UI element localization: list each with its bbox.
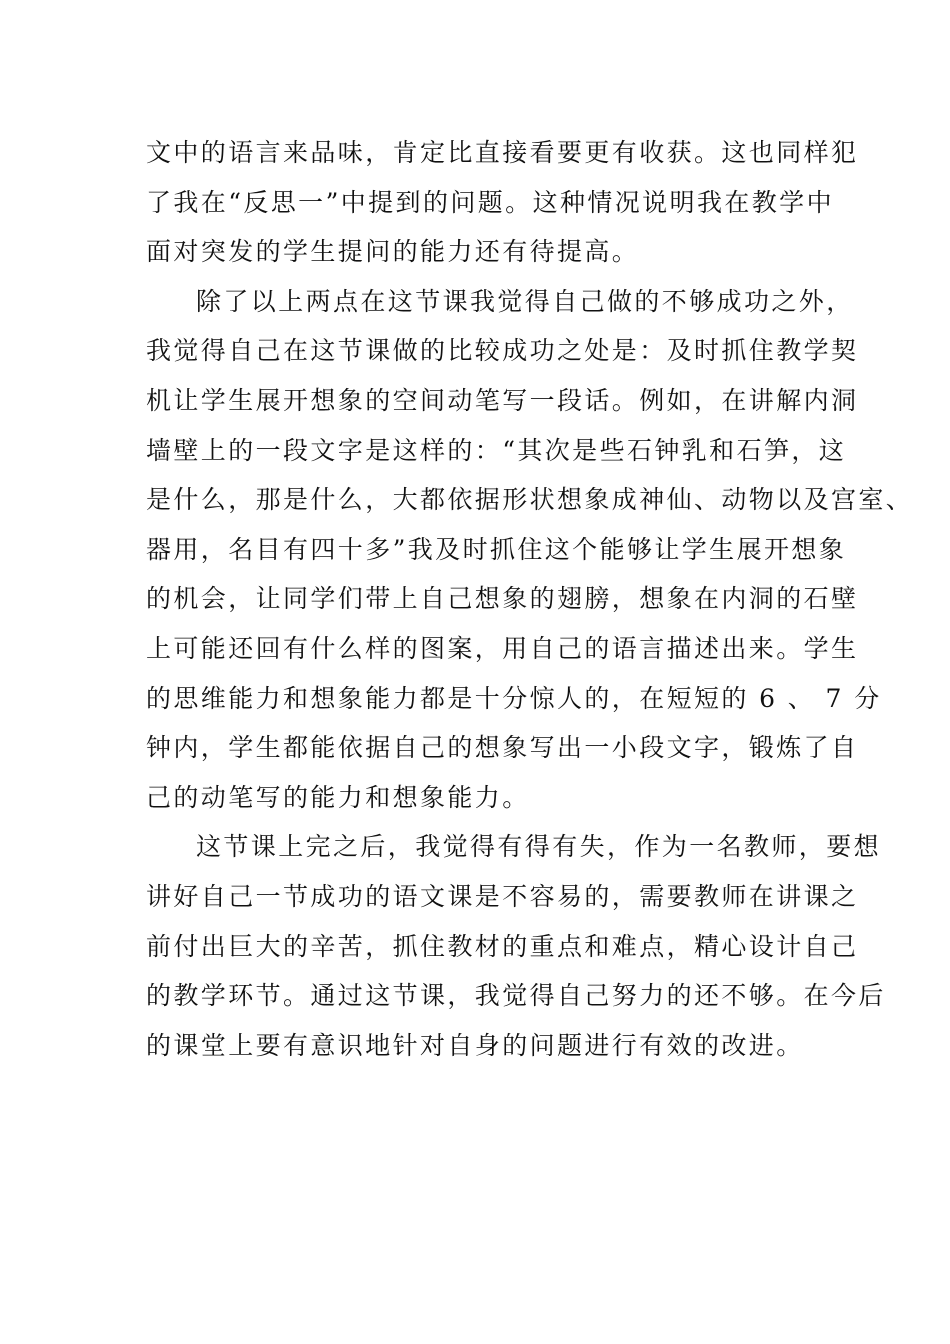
- paragraph-line: 的教学环节。通过这节课，我觉得自己努力的还不够。在今后: [146, 981, 886, 1011]
- paragraph-1: [146, 128, 859, 277]
- paragraph-3: [146, 822, 886, 1070]
- paragraph-line: 除了以上两点在这节课我觉得自己做的不够成功之外，: [196, 286, 854, 316]
- paragraph-line: 墙壁上的一段文字是这样的：“其次是些石钟乳和石笋，这: [146, 435, 847, 465]
- paragraph-line: 机让学生展开想象的空间动笔写一段话。例如，在讲解内洞: [146, 385, 859, 415]
- paragraph-2: [146, 277, 914, 823]
- paragraph-line: 上可能还回有什么样的图案，用自己的语言描述出来。学生: [146, 633, 859, 663]
- paragraph-line: 器用，名目有四十多”我及时抓住这个能够让学生展开想象: [146, 534, 847, 564]
- document-body: [146, 128, 914, 1070]
- paragraph-line: 己的动笔写的能力和想象能力。: [146, 782, 530, 812]
- paragraph-line: 文中的语言来品味，肯定比直接看要更有收获。这也同样犯: [146, 138, 859, 167]
- paragraph-line: 的思维能力和想象能力都是十分惊人的，在短短的 6 、 7 分: [146, 683, 882, 713]
- paragraph-line: 钟内，学生都能依据自己的想象写出一小段文字，锻炼了自: [146, 733, 859, 763]
- paragraph-line: 是什么，那是什么，大都依据形状想象成神仙、动物以及宫室、: [146, 485, 914, 515]
- paragraph-line: 面对突发的学生提问的能力还有待提高。: [146, 237, 640, 267]
- paragraph-line: 我觉得自己在这节课做的比较成功之处是：及时抓住教学契: [146, 336, 859, 366]
- paragraph-line: 讲好自己一节成功的语文课是不容易的，需要教师在讲课之: [146, 881, 859, 911]
- paragraph-line: 的机会，让同学们带上自己想象的翅膀，想象在内洞的石壁: [146, 584, 859, 614]
- paragraph-line: 前付出巨大的辛苦，抓住教材的重点和难点，精心设计自己: [146, 931, 859, 961]
- paragraph-line: 了我在“反思一”中提到的问题。这种情况说明我在教学中: [146, 187, 834, 217]
- paragraph-line: 的课堂上要有意识地针对自身的问题进行有效的改进。: [146, 1030, 804, 1060]
- paragraph-line: 这节课上完之后，我觉得有得有失，作为一名教师，要想: [196, 832, 882, 862]
